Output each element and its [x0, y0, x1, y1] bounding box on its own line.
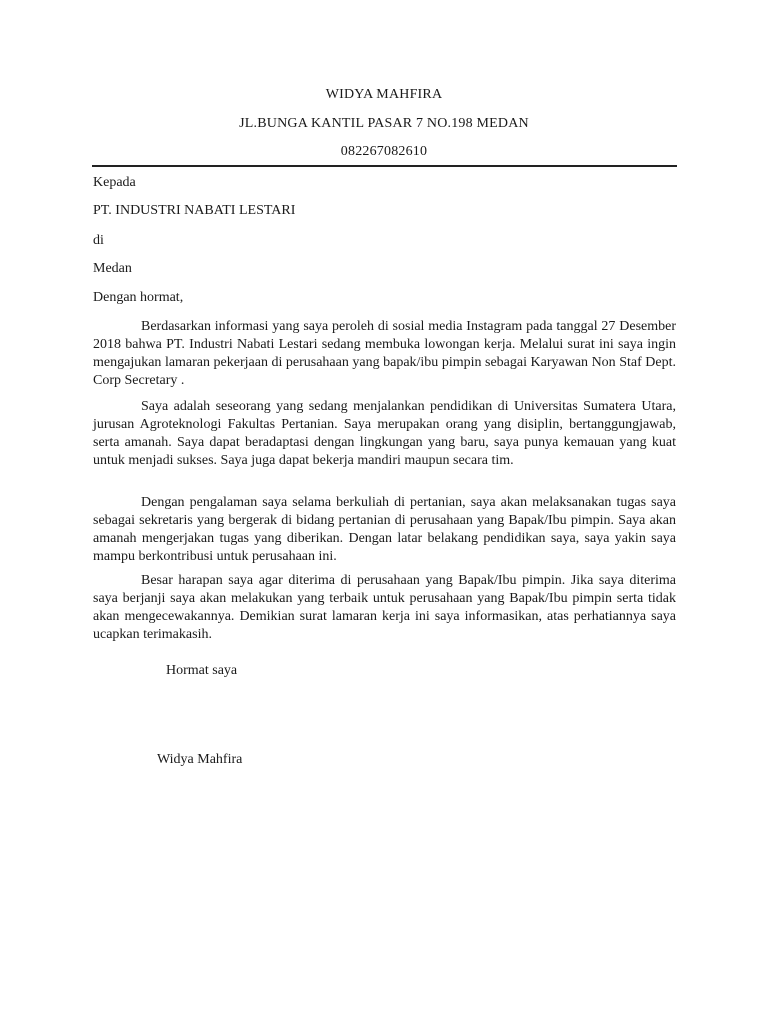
recipient-city: Medan	[93, 261, 132, 276]
sender-phone: 082267082610	[340, 144, 428, 159]
body-paragraph-4: Besar harapan saya agar diterima di perusahaan yang Bapak/Ibu pimpin. Jika saya diterima saya berjanji saya akan melakukan yang terbaik untuk perusahaan yang Bapak/Ibu pimpin serta tidak akan mengecewakannya. Demikian surat lamaran kerja ini saya informasikan, atas perhatiannya saya ucapkan terimakasih.	[93, 573, 676, 642]
header-divider	[92, 165, 677, 167]
signature-name: Widya Mahfira	[157, 752, 243, 767]
salutation: Dengan hormat,	[93, 290, 184, 305]
body-paragraph-1: Berdasarkan informasi yang saya peroleh di sosial media Instagram pada tanggal 27 Desember 2018 bahwa PT. Industri Nabati Lestari sedang membuka lowongan kerja. Melalui surat ini saya ingin mengajukan lamaran pekerjaan di perusahaan yang bapak/ibu pimpin sebagai Karyawan Non Staf Dept. Corp Secretary .	[93, 319, 676, 388]
recipient-company: PT. INDUSTRI NABATI LESTARI	[93, 203, 296, 218]
closing: Hormat saya	[166, 663, 238, 678]
sender-address: JL.BUNGA KANTIL PASAR 7 NO.198 MEDAN	[239, 116, 529, 131]
body-paragraph-3: Dengan pengalaman saya selama berkuliah di pertanian, saya akan melaksanakan tugas saya sebagai sekretaris yang bergerak di bidang pertanian di perusahaan yang Bapak/Ibu pimpin. Saya akan amanah mengerjakan tugas yang diberikan. Dengan latar belakang pendidikan saya, saya yakin saya mampu berkontribusi untuk perusahaan ini.	[93, 495, 676, 564]
recipient-to: Kepada	[93, 175, 136, 190]
sender-name: WIDYA MAHFIRA	[325, 87, 443, 102]
body-paragraph-2: Saya adalah seseorang yang sedang menjalankan pendidikan di Universitas Sumatera Utara, jurusan Agroteknologi Fakultas Pertanian. Saya merupakan orang yang disiplin, bertanggungjawab, serta amanah. Saya dapat beradaptasi dengan lingkungan yang baru, saya punya kemauan yang kuat untuk menjadi sukses. Saya juga dapat bekerja mandiri maupun secara tim.	[93, 399, 676, 468]
recipient-at: di	[93, 233, 104, 248]
